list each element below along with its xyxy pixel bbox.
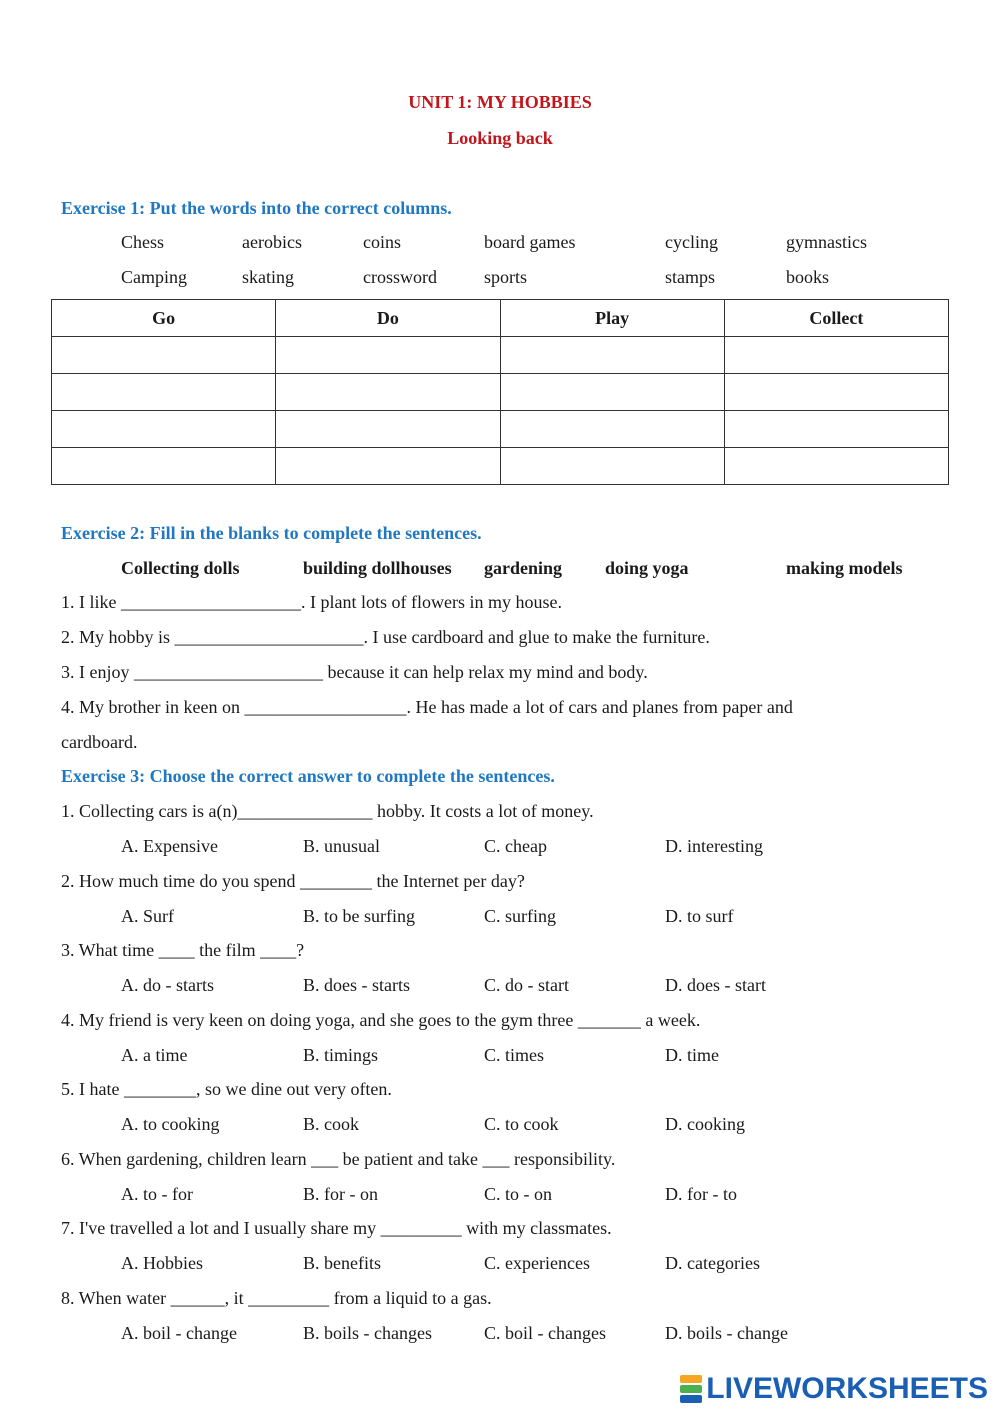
answer-option[interactable]: D. to surf <box>665 906 734 926</box>
question-stem: 6. When gardening, children learn ___ be patient and take ___ responsibility. <box>61 1149 616 1169</box>
column-header-play: Play <box>500 300 724 337</box>
table-row <box>52 448 949 485</box>
answer-cell[interactable] <box>276 337 500 374</box>
answer-option[interactable]: C. do - start <box>484 975 569 995</box>
answer-cell[interactable] <box>500 411 724 448</box>
question-stem: 5. I hate ________, so we dine out very often. <box>61 1079 392 1099</box>
question-stem: 1. Collecting cars is a(n)_______________ hobby. It costs a lot of money. <box>61 801 594 821</box>
question-stem: 7. I've travelled a lot and I usually share my _________ with my classmates. <box>61 1218 612 1238</box>
fill-blank-sentence[interactable]: 2. My hobby is _____________________. I use cardboard and glue to make the furniture. <box>61 627 710 647</box>
word-bank-item: coins <box>363 232 401 252</box>
answer-cell[interactable] <box>500 448 724 485</box>
word-bank-item: crossword <box>363 267 437 287</box>
answer-option[interactable]: B. boils - changes <box>303 1323 432 1343</box>
answer-option[interactable]: D. for - to <box>665 1184 737 1204</box>
word-bank-item: Camping <box>121 267 187 287</box>
page-subtitle: Looking back <box>447 128 553 148</box>
fill-blank-sentence-continued: cardboard. <box>61 732 138 752</box>
answer-cell[interactable] <box>500 374 724 411</box>
page-title: UNIT 1: MY HOBBIES <box>408 92 592 112</box>
answer-option[interactable]: C. cheap <box>484 836 547 856</box>
answer-option[interactable]: A. a time <box>121 1045 188 1065</box>
question-stem: 3. What time ____ the film ____? <box>61 940 305 960</box>
word-bank-item: books <box>786 267 830 287</box>
logo-mark-icon <box>680 1375 702 1403</box>
answer-cell[interactable] <box>52 337 276 374</box>
word-bank-item: sports <box>484 267 528 287</box>
answer-option[interactable]: B. to be surfing <box>303 906 415 926</box>
answer-option[interactable]: B. benefits <box>303 1253 381 1273</box>
word-bank-item: skating <box>242 267 294 287</box>
answer-option[interactable]: B. for - on <box>303 1184 378 1204</box>
word-bank-item: Collecting dolls <box>121 558 240 578</box>
fill-blank-sentence[interactable]: 3. I enjoy _____________________ because it can help relax my mind and body. <box>61 662 648 682</box>
exercise-1-heading: Exercise 1: Put the words into the correct columns. <box>61 198 452 218</box>
word-bank-item: aerobics <box>242 232 302 252</box>
word-bank-item: board games <box>484 232 576 252</box>
word-bank-item: doing yoga <box>605 558 689 578</box>
answer-option[interactable]: D. categories <box>665 1253 760 1273</box>
answer-option[interactable]: B. timings <box>303 1045 379 1065</box>
exercise-1-table <box>51 299 949 485</box>
column-header-do: Do <box>276 300 500 337</box>
table-row <box>52 411 949 448</box>
answer-option[interactable]: A. boil - change <box>121 1323 237 1343</box>
answer-option[interactable]: D. cooking <box>665 1114 745 1134</box>
question-stem: 2. How much time do you spend ________ the Internet per day? <box>61 871 525 891</box>
logo-text: LIVEWORKSHEETS <box>706 1372 988 1405</box>
answer-cell[interactable] <box>52 411 276 448</box>
answer-cell[interactable] <box>52 374 276 411</box>
word-bank-item: gymnastics <box>786 232 867 252</box>
answer-option[interactable]: C. to cook <box>484 1114 559 1134</box>
word-bank-item: stamps <box>665 267 716 287</box>
answer-option[interactable]: A. Hobbies <box>121 1253 203 1273</box>
word-bank-item: building dollhouses <box>303 558 452 578</box>
column-header-collect: Collect <box>724 300 948 337</box>
fill-blank-sentence[interactable]: 1. I like ____________________. I plant lots of flowers in my house. <box>61 592 562 612</box>
liveworksheets-logo <box>680 1372 988 1406</box>
column-header-go: Go <box>52 300 276 337</box>
answer-option[interactable]: A. to cooking <box>121 1114 220 1134</box>
word-bank-item: making models <box>786 558 903 578</box>
answer-cell[interactable] <box>724 448 948 485</box>
answer-cell[interactable] <box>500 337 724 374</box>
answer-cell[interactable] <box>724 374 948 411</box>
question-stem: 8. When water ______, it _________ from a liquid to a gas. <box>61 1288 492 1308</box>
answer-cell[interactable] <box>276 448 500 485</box>
answer-cell[interactable] <box>52 448 276 485</box>
answer-option[interactable]: C. times <box>484 1045 545 1065</box>
fill-blank-sentence[interactable]: 4. My brother in keen on __________________. He has made a lot of cars and planes from paper and <box>61 697 793 717</box>
answer-option[interactable]: A. to - for <box>121 1184 193 1204</box>
question-stem: 4. My friend is very keen on doing yoga, and she goes to the gym three _______ a week. <box>61 1010 701 1030</box>
table-row <box>52 337 949 374</box>
answer-option[interactable]: A. do - starts <box>121 975 214 995</box>
word-bank-item: gardening <box>484 558 563 578</box>
exercise-3-heading: Exercise 3: Choose the correct answer to complete the sentences. <box>61 766 555 786</box>
answer-option[interactable]: A. Expensive <box>121 836 218 856</box>
table-header-row <box>52 300 949 337</box>
answer-option[interactable]: A. Surf <box>121 906 174 926</box>
answer-option[interactable]: D. interesting <box>665 836 763 856</box>
word-bank-item: cycling <box>665 232 718 252</box>
word-bank-item: Chess <box>121 232 165 252</box>
answer-option[interactable]: C. to - on <box>484 1184 553 1204</box>
answer-option[interactable]: B. unusual <box>303 836 381 856</box>
answer-cell[interactable] <box>724 411 948 448</box>
answer-option[interactable]: C. experiences <box>484 1253 590 1273</box>
answer-option[interactable]: C. boil - changes <box>484 1323 606 1343</box>
answer-option[interactable]: C. surfing <box>484 906 556 926</box>
answer-option[interactable]: B. does - starts <box>303 975 410 995</box>
answer-option[interactable]: D. time <box>665 1045 719 1065</box>
exercise-2-heading: Exercise 2: Fill in the blanks to complete the sentences. <box>61 523 482 543</box>
answer-cell[interactable] <box>276 411 500 448</box>
answer-cell[interactable] <box>276 374 500 411</box>
answer-option[interactable]: B. cook <box>303 1114 359 1134</box>
answer-option[interactable]: D. does - start <box>665 975 766 995</box>
table-row <box>52 374 949 411</box>
answer-option[interactable]: D. boils - change <box>665 1323 788 1343</box>
answer-cell[interactable] <box>724 337 948 374</box>
